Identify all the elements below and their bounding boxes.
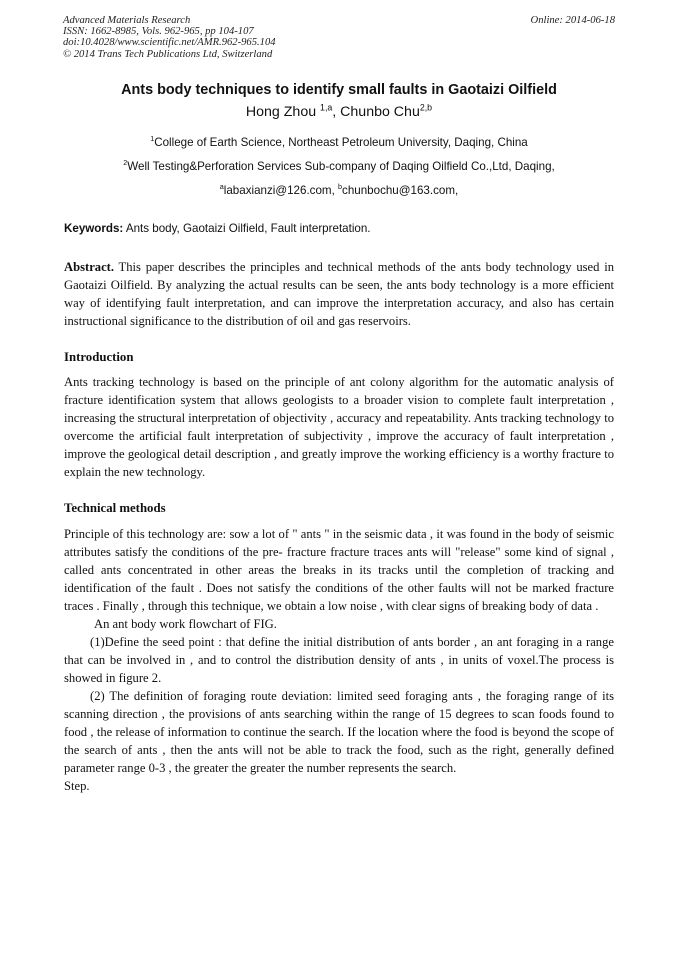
abstract-label: Abstract. [64,260,115,274]
email-b: chunbochu@163.com, [342,184,459,197]
abstract-text: This paper describes the principles and technical methods of the ants body technology used in Gaotaizi Oilfield. By analyzing the actual results can be seen, the ants body technology is a more efficient way of identifying fault interpretation, and can improve the interpretation accuracy, and also has certain instructional significance to the distribution of oil and gas reservoirs. [64,260,614,328]
email-b-marker: b [338,182,343,192]
technical-methods-heading: Technical methods [64,501,166,515]
author-1: Hong Zhou [245,104,321,120]
email-a-marker: a [219,182,224,192]
affiliation-2 [40,160,638,173]
keywords-label: Keywords: [64,222,124,235]
author-list [40,104,638,120]
technical-methods-paragraph-1: Principle of this technology are: sow a lot of " ants " in the seismic data , it was found in the body of seismic attributes satisfy the conditions of the pre- fracture fracture traces ants will "release" some kind of signal , called ants concentrated in other areas the breaks in its tracks until the completion of tracking and identification of the fault . Does not satisfy the conditions of the other faults will not be marked fracture traces . Finally , through this technique, we obtain a low noise , with clear signs of breaking body of data . [64,527,614,613]
keywords [64,222,614,235]
journal-name: Advanced Materials Research [63,15,191,26]
online-date: Online: 2014-06-18 [530,15,615,26]
technical-methods-paragraph-3: (1)Define the seed point : that define the initial distribution of ants border , an ant foraging in a range that can be involved in , and to control the distribution density of ants , in units of voxel.The process is showed in figure 2. [64,635,614,685]
affiliation-1-text: College of Earth Science, Northeast Petroleum University, Daqing, China [154,136,528,149]
author-2-affiliation: 2,b [419,102,433,113]
email-a: labaxianzi@126.com, [223,184,339,197]
abstract [64,258,614,330]
doi-line: doi:10.4028/www.scientific.net/AMR.962-965.104 [63,37,276,49]
author-2: Chunbo Chu [340,104,420,120]
paper-title: Ants body techniques to identify small faults in Gaotaizi Oilfield [121,82,557,98]
affiliation-2-marker: 2 [123,158,128,168]
author-separator: , [332,104,341,120]
introduction-heading: Introduction [64,350,134,364]
issn-line: ISSN: 1662-8985, Vols. 962-965, pp 104-107 [63,26,254,38]
copyright-line: © 2014 Trans Tech Publications Ltd, Switzerland [63,48,273,60]
affiliation-2-text: Well Testing&Perforation Services Sub-company of Daqing Oilfield Co.,Ltd, Daqing, [127,160,555,173]
introduction-text: Ants tracking technology is based on the principle of ant colony algorithm for the automatic analysis of fracture identification system that allows geologists to a broader vision to complete fault interpretation , increasing the structural interpretation of objectivity , accuracy and repeatability. Ants tracking technology to overcome the artificial fault interpretation of subjectivity , improve the accuracy of fault interpretation , improve the geological detail description , and greatly improve the working efficiency is a worthy fracture to explain the new technology. [64,375,614,479]
keywords-text: Ants body, Gaotaizi Oilfield, Fault interpretation. [123,222,371,235]
affiliation-1-marker: 1 [150,134,155,144]
technical-methods-paragraph-5: Step. [64,779,90,793]
technical-methods-body [64,525,614,795]
technical-methods-paragraph-4: (2) The definition of foraging route deviation: limited seed foraging ants , the foraging range of its scanning direction , the provisions of ants searching within the range of 15 degrees to scan foods found to food , the release of information to continue the search. If the location where the food is beyond the scope of the search of ants , then the ants will not be able to track the food, such as the right, generally defined parameter range 0-3 , the greater the greater the number represents the search. [64,689,614,775]
author-1-affiliation: 1,a [320,102,333,113]
journal-info [63,15,393,60]
author-emails [40,184,638,197]
technical-methods-paragraph-2: An ant body work flowchart of FIG. [94,617,277,631]
affiliation-1 [40,136,638,149]
